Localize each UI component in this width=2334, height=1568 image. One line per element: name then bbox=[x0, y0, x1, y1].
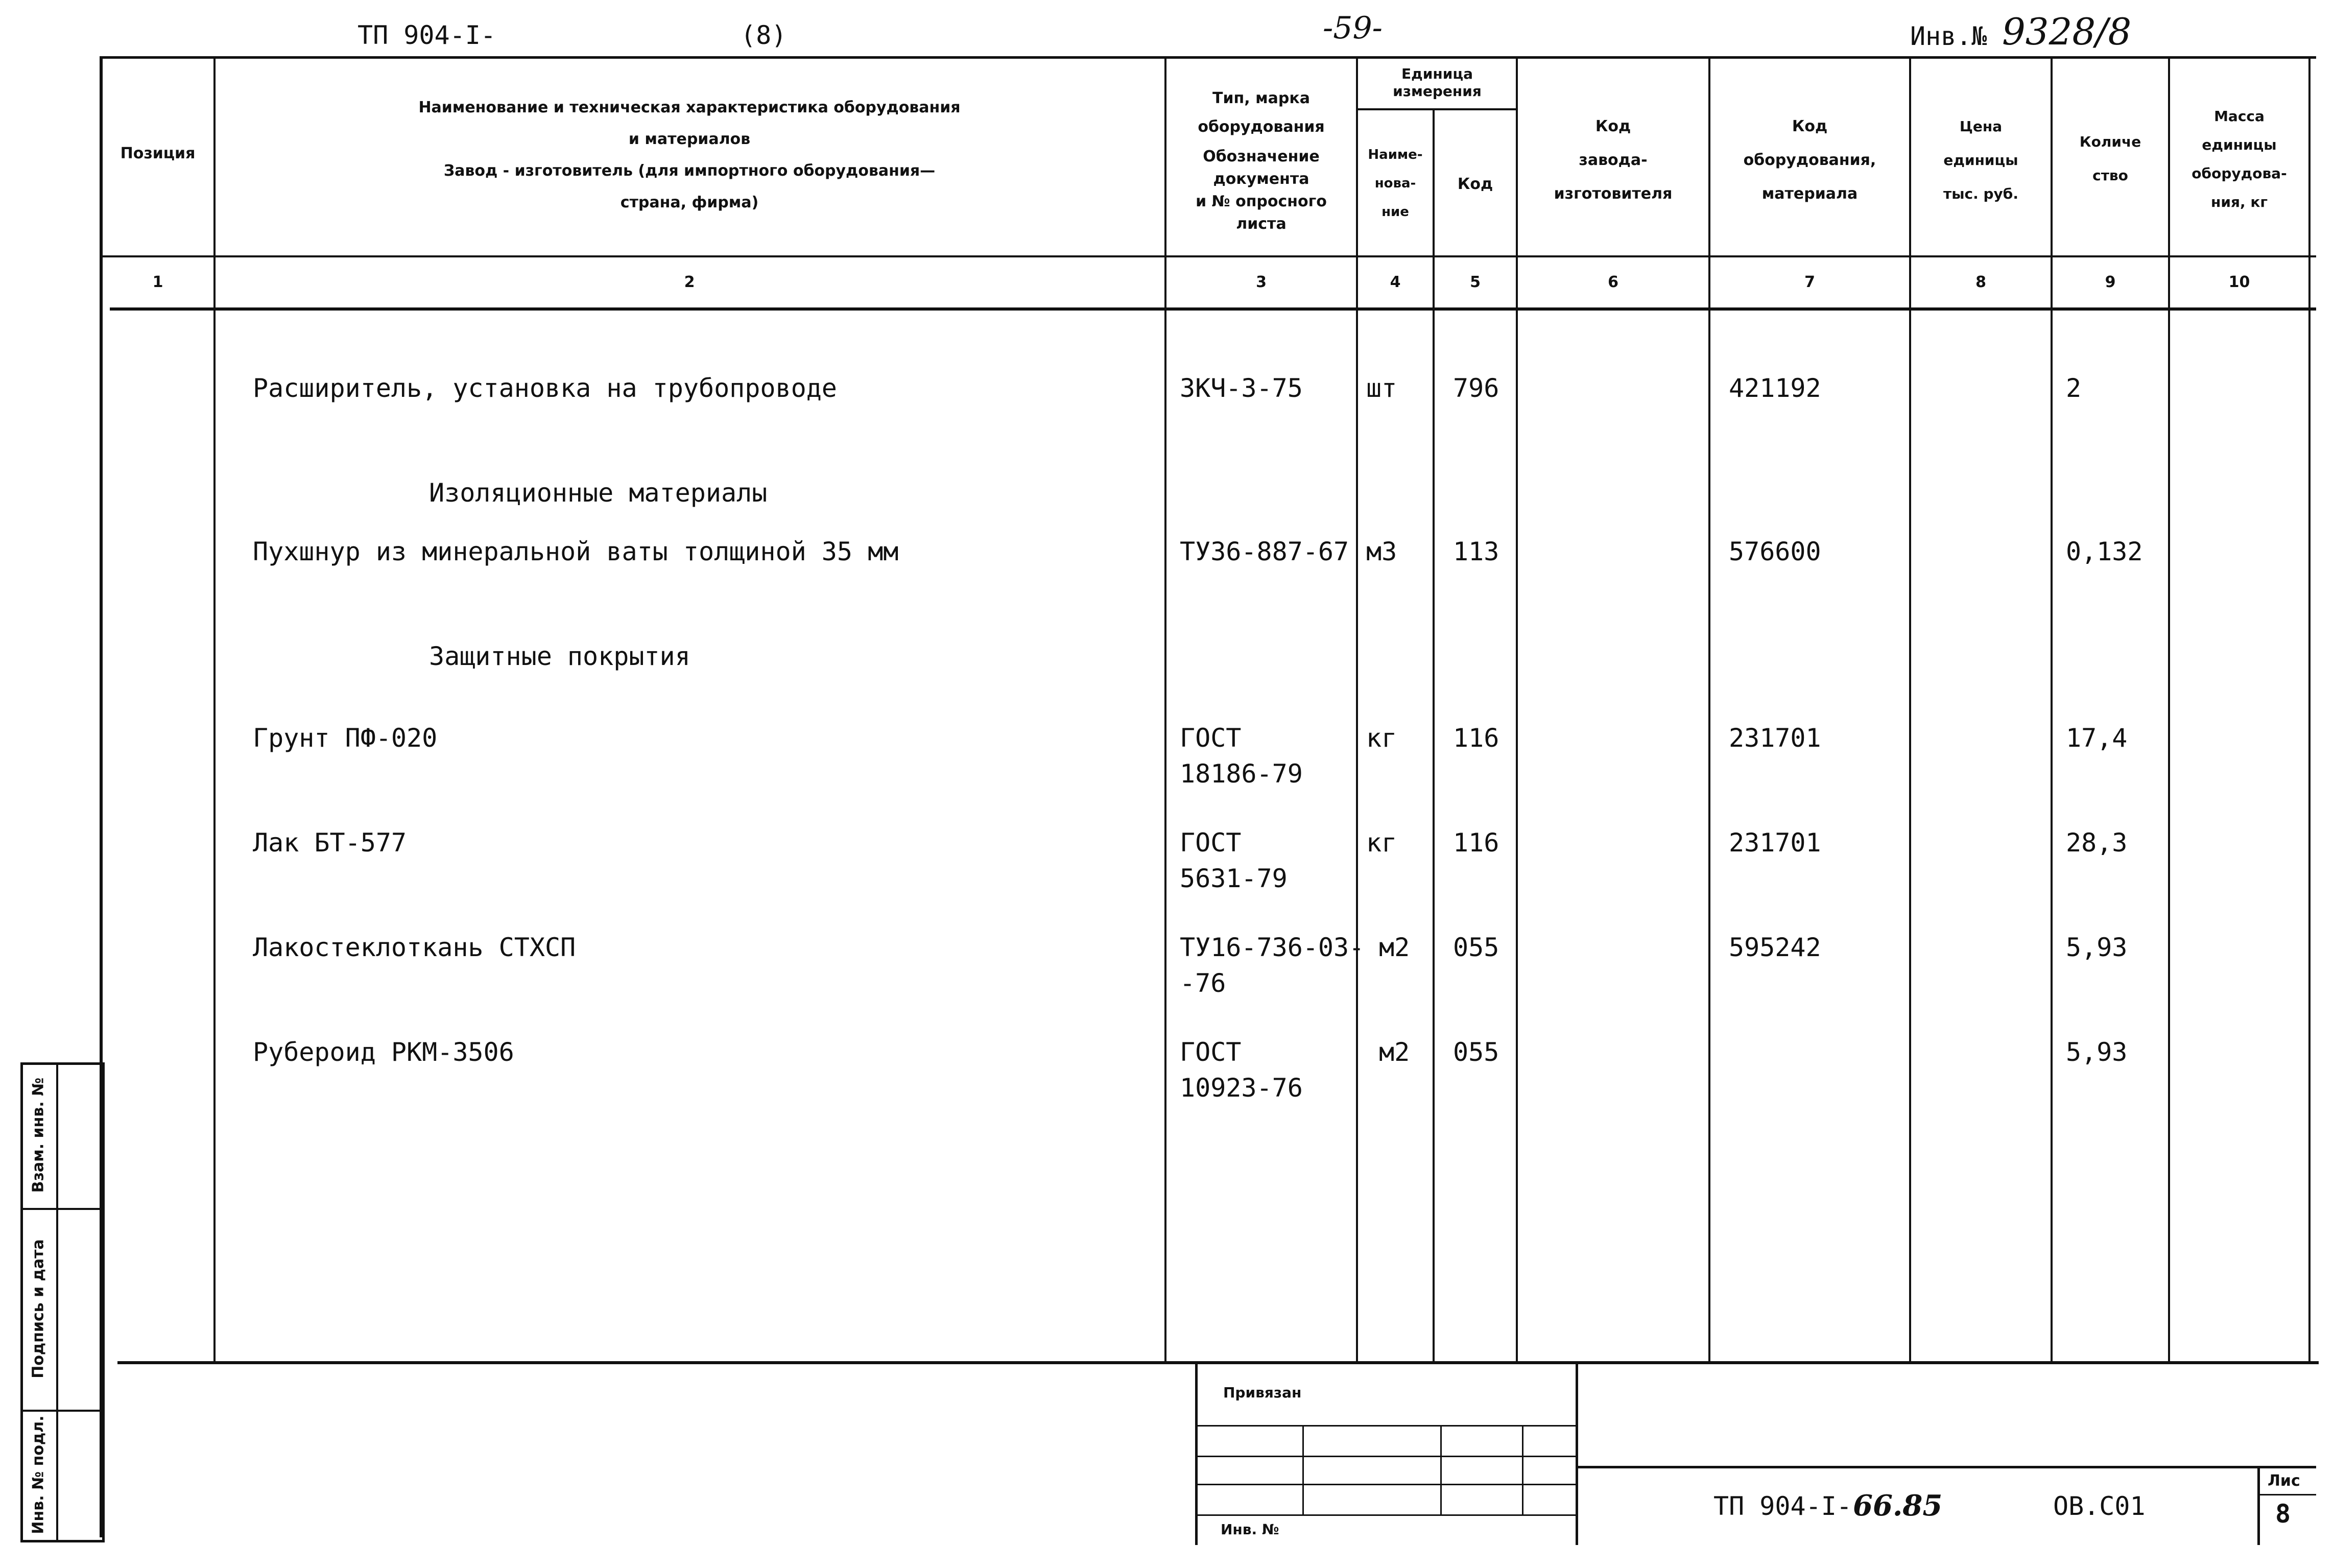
colnum-divider bbox=[110, 307, 2316, 311]
stamp-doc-code-hand: 66.85 bbox=[1853, 1489, 1943, 1523]
colnum: 2 bbox=[684, 273, 695, 291]
side-sign-label: Подпись и дата bbox=[29, 1239, 47, 1379]
row-material-code: 421192 bbox=[1729, 373, 1821, 403]
header-doc: Обозначение документа и № опросного листа bbox=[1196, 148, 1327, 233]
stamp-attached-label: Привязан bbox=[1223, 1384, 1302, 1401]
row-quantity: 5,93 bbox=[2066, 933, 2128, 962]
sheet-ref-top: (8) bbox=[741, 20, 787, 50]
header-divider bbox=[100, 255, 2316, 257]
stamp-cell-sep bbox=[1522, 1425, 1523, 1514]
colnum: 9 bbox=[2105, 273, 2116, 291]
stamp-line bbox=[1198, 1514, 1578, 1516]
header-plant-code: Код завода- изготовителя bbox=[1554, 117, 1673, 203]
col-sep bbox=[2168, 56, 2170, 1364]
header-position: Позиция bbox=[120, 145, 196, 162]
header-unit-code: Код bbox=[1457, 175, 1493, 193]
side-stamp-divider bbox=[56, 1062, 58, 1542]
row-doc: ТУ16-736-03- -76 bbox=[1180, 933, 1365, 998]
header-quantity: Количе ство bbox=[2079, 133, 2141, 184]
col-sep bbox=[213, 56, 216, 1364]
header-price: Цена единицы тыс. руб. bbox=[1943, 118, 2018, 202]
header-material-code: Код оборудования, материала bbox=[1743, 117, 1876, 203]
stamp-line bbox=[1198, 1425, 1578, 1427]
col-sep bbox=[1909, 56, 1911, 1364]
stamp-sheet-line bbox=[2257, 1494, 2316, 1495]
row-material-code: 595242 bbox=[1729, 933, 1821, 962]
stamp-cell-sep bbox=[1440, 1425, 1442, 1514]
colnum: 4 bbox=[1390, 273, 1401, 291]
row-quantity: 28,3 bbox=[2066, 828, 2128, 858]
stamp-inv-label: Инв. № bbox=[1221, 1521, 1279, 1538]
col-sep bbox=[2051, 56, 2053, 1364]
row-unit: м2 bbox=[1379, 1037, 1410, 1067]
header-unit-name: Наиме- нова- ние bbox=[1368, 147, 1423, 220]
row-quantity: 17,4 bbox=[2066, 723, 2128, 753]
row-quantity: 5,93 bbox=[2066, 1037, 2128, 1067]
row-quantity: 0,132 bbox=[2066, 537, 2143, 566]
row-name: Пухшнур из минеральной ваты толщиной 35 мм bbox=[253, 537, 899, 566]
header-type: Тип, марка оборудования bbox=[1198, 89, 1325, 136]
colnum: 1 bbox=[152, 273, 163, 291]
row-name: Расширитель, установка на трубопроводе bbox=[253, 373, 837, 403]
row-material-code: 231701 bbox=[1729, 828, 1821, 858]
row-name: Рубероид РКМ-3506 bbox=[253, 1037, 514, 1067]
inventory-label: Инв.№ bbox=[1910, 21, 1987, 51]
row-unit: м3 bbox=[1366, 537, 1397, 566]
row-name: Лак БТ-577 bbox=[253, 828, 407, 858]
stamp-sheet-sep bbox=[2257, 1466, 2260, 1545]
side-replace-label: Взам. инв. № bbox=[29, 1077, 47, 1193]
row-code: 116 bbox=[1453, 828, 1499, 858]
row-quantity: 2 bbox=[2066, 373, 2082, 403]
row-code: 055 bbox=[1453, 933, 1499, 962]
colnum: 10 bbox=[2228, 273, 2250, 291]
col-sep bbox=[1164, 56, 1166, 1364]
side-orig-label: Инв. № подл. bbox=[29, 1415, 47, 1534]
doc-code-top: ТП 904-I- bbox=[358, 20, 496, 50]
col-sep bbox=[1708, 56, 1710, 1364]
row-unit: шт bbox=[1366, 373, 1397, 403]
colnum: 7 bbox=[1804, 273, 1815, 291]
stamp-mid bbox=[1576, 1361, 1578, 1545]
header-unit: Единица измерения bbox=[1393, 65, 1482, 100]
row-name: Грунт ПФ-020 bbox=[253, 723, 438, 753]
col-sep bbox=[1356, 56, 1358, 1364]
row-doc: ГОСТ 5631-79 bbox=[1180, 828, 1288, 893]
colnum: 3 bbox=[1256, 273, 1267, 291]
stamp-sheet-label: Лис bbox=[2268, 1472, 2300, 1490]
stamp-cell-sep bbox=[1302, 1425, 1304, 1514]
row-doc: ГОСТ 18186-79 bbox=[1180, 723, 1303, 789]
side-stamp-line bbox=[20, 1208, 105, 1210]
colnum: 5 bbox=[1470, 273, 1481, 291]
stamp-sheet-value: 8 bbox=[2275, 1499, 2291, 1529]
frame-top bbox=[100, 56, 2316, 59]
stamp-line bbox=[1198, 1484, 1578, 1485]
col-sep bbox=[1433, 110, 1435, 1364]
colnum: 6 bbox=[1608, 273, 1618, 291]
stamp-line bbox=[1198, 1456, 1578, 1457]
row-unit: м2 bbox=[1379, 933, 1410, 962]
row-name: Лакостеклоткань СТХСП bbox=[253, 933, 576, 962]
section-insulation: Изоляционные материалы bbox=[429, 478, 768, 508]
row-doc: ЗКЧ-3-75 bbox=[1180, 373, 1303, 403]
page-number: -59- bbox=[1323, 10, 1383, 46]
stamp-left bbox=[1195, 1361, 1198, 1545]
stamp-mark: ОВ.С01 bbox=[2053, 1491, 2146, 1521]
row-unit: кг bbox=[1366, 723, 1397, 753]
row-code: 796 bbox=[1453, 373, 1499, 403]
colnum: 8 bbox=[1975, 273, 1986, 291]
header-mass: Масса единицы оборудова- ния, кг bbox=[2192, 108, 2287, 210]
header-name: Наименование и техническая характеристика оборудования и материалов Завод - изготовитель (для импортного оборудования— страна, фирма) bbox=[418, 99, 961, 211]
section-coating: Защитные покрытия bbox=[429, 642, 690, 671]
col-sep bbox=[1516, 56, 1518, 1364]
row-material-code: 231701 bbox=[1729, 723, 1821, 753]
inventory-number: 9328/8 bbox=[2002, 10, 2132, 53]
col-sep bbox=[2308, 56, 2311, 1364]
row-doc: ТУ36-887-67 bbox=[1180, 537, 1349, 566]
row-unit: кг bbox=[1366, 828, 1397, 858]
row-code: 113 bbox=[1453, 537, 1499, 566]
row-doc: ГОСТ 10923-76 bbox=[1180, 1037, 1303, 1103]
row-code: 055 bbox=[1453, 1037, 1499, 1067]
unit-divider bbox=[1356, 108, 1518, 110]
table-bottom bbox=[117, 1361, 2319, 1364]
row-code: 116 bbox=[1453, 723, 1499, 753]
stamp-doc-code: ТП 904-I- bbox=[1713, 1491, 1852, 1521]
row-material-code: 576600 bbox=[1729, 537, 1821, 566]
stamp-code-line bbox=[1576, 1466, 2316, 1468]
